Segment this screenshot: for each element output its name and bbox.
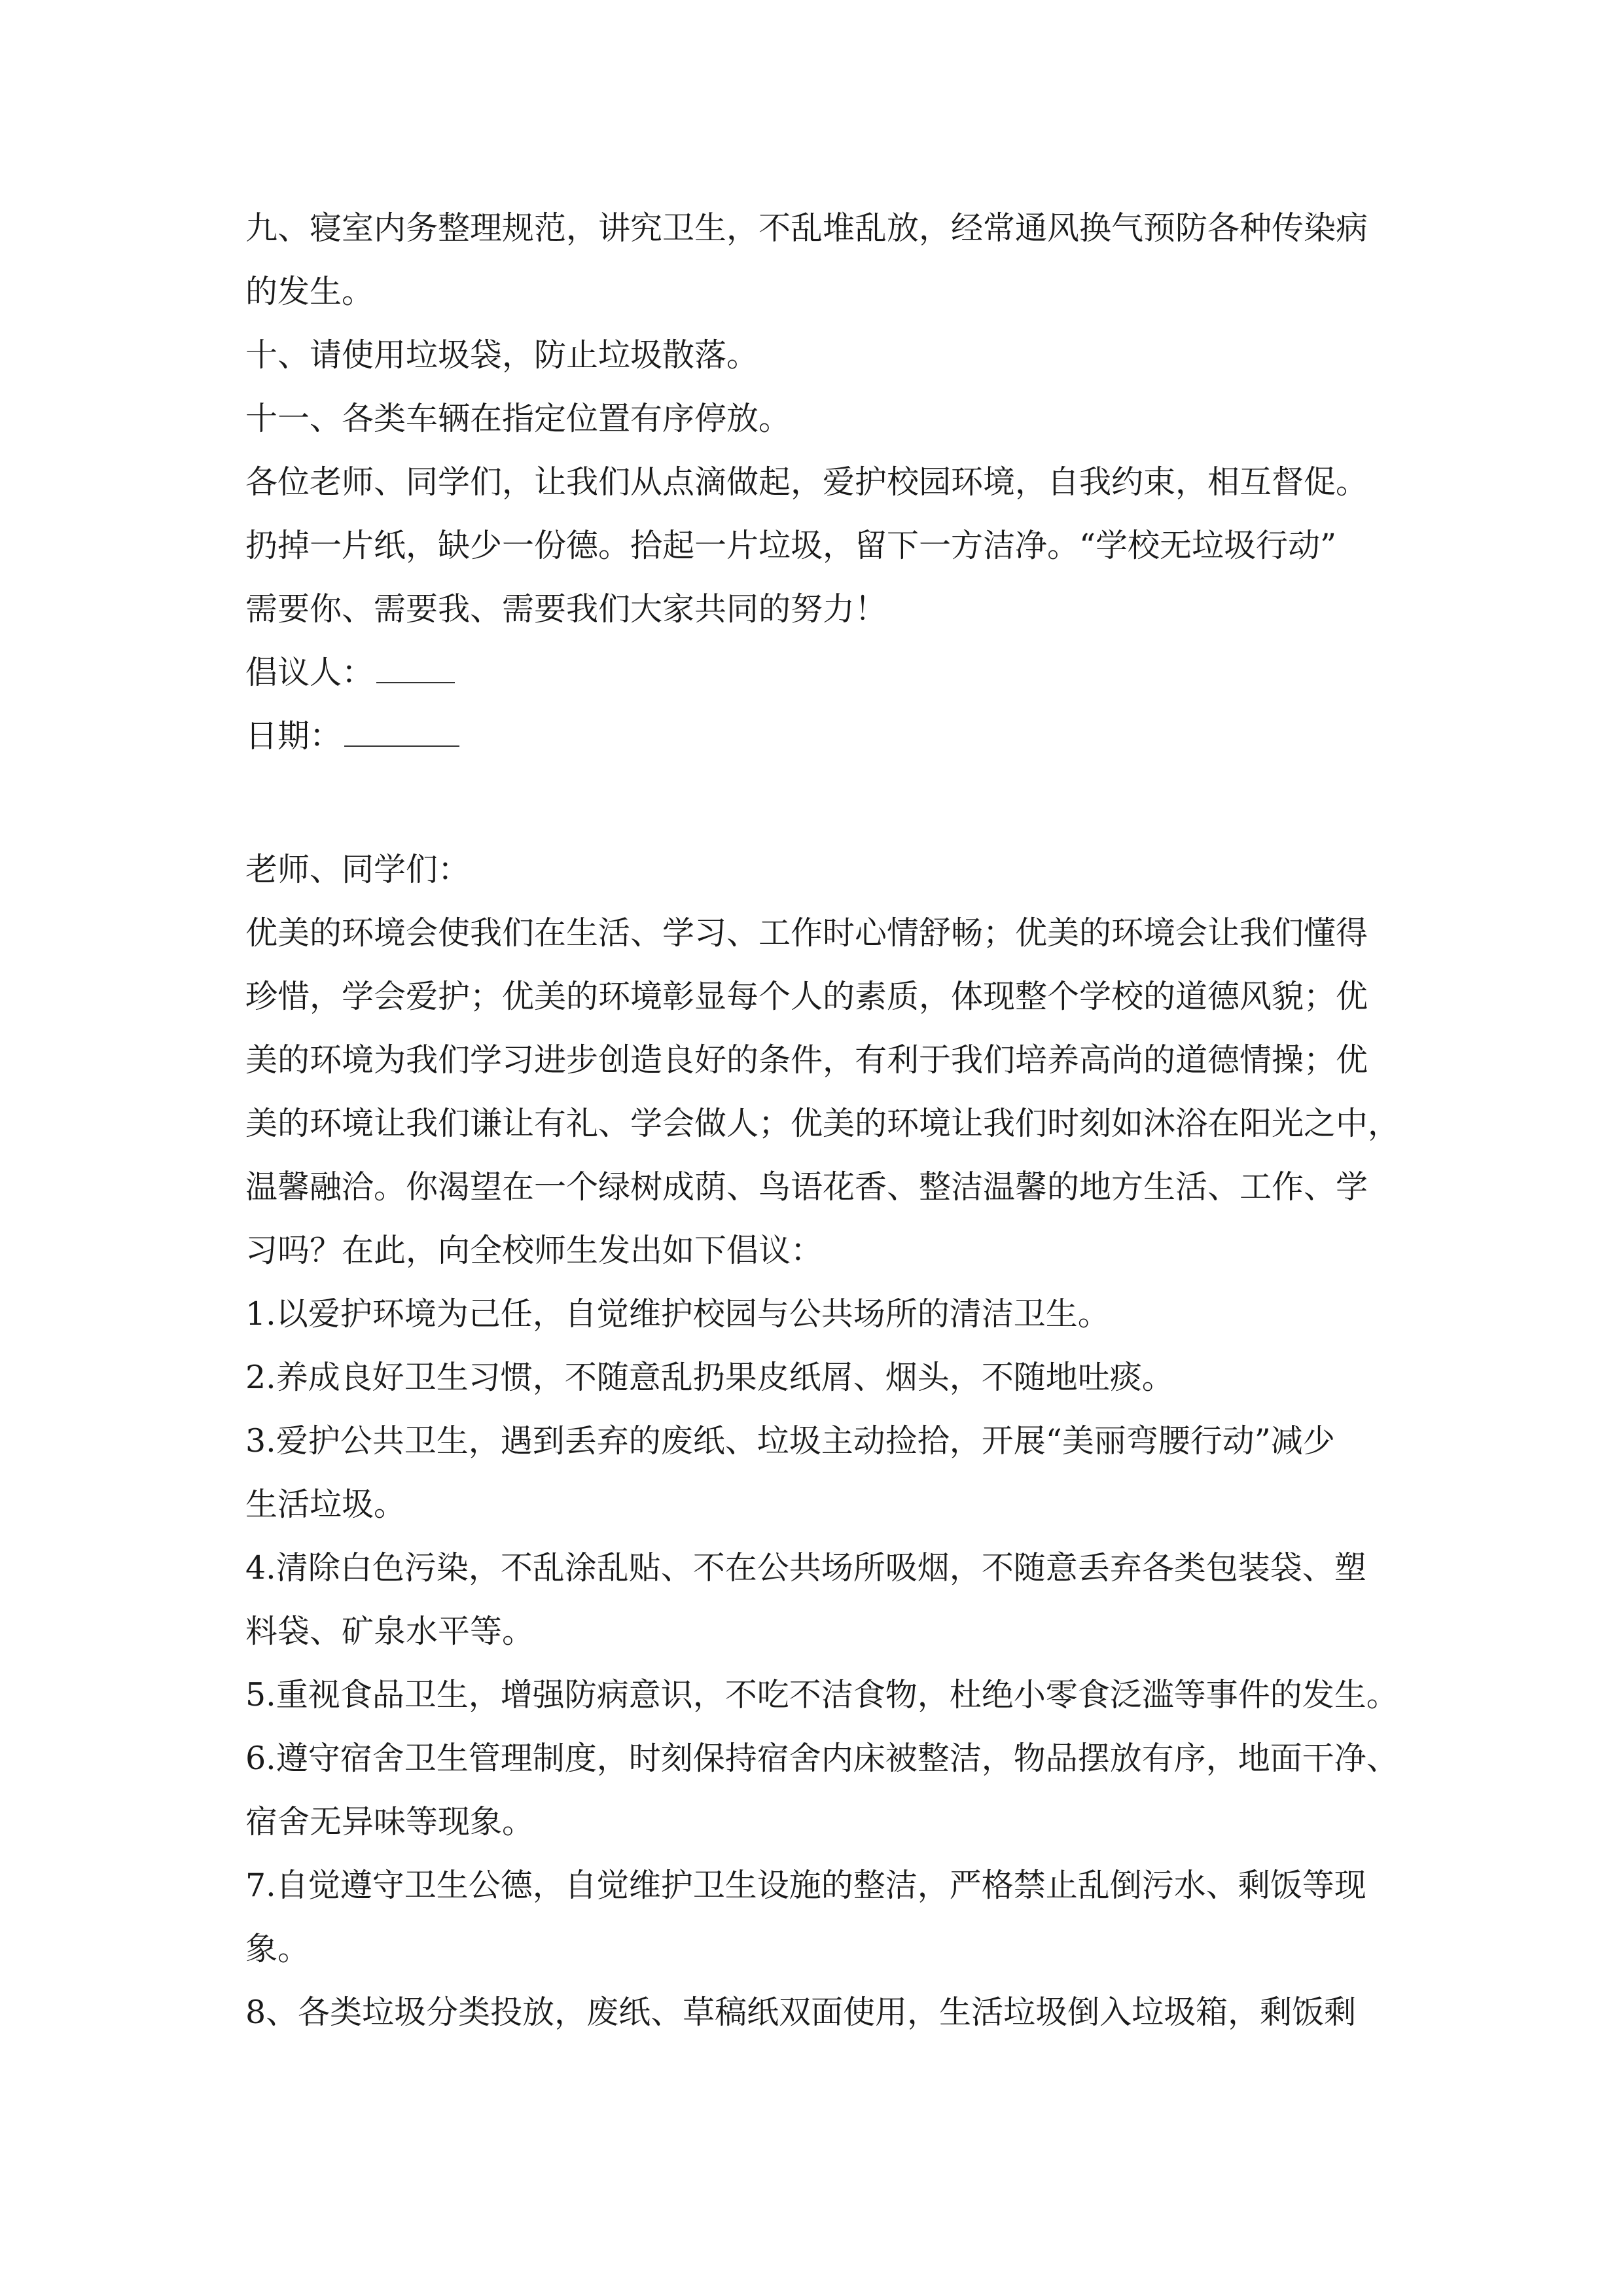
list-item: 3.爱护公共卫生，遇到丢弃的废纸、垃圾主动捡拾，开展“美丽弯腰行动”减少 [245, 1422, 1335, 1460]
paragraph-line: 美的环境让我们谦让有礼、学会做人；优美的环境让我们时刻如沐浴在阳光之中， [245, 1105, 1400, 1142]
paragraph-line: 优美的环境会使我们在生活、学习、工作时心情舒畅；优美的环境会让我们懂得 [245, 914, 1368, 952]
list-item: 2.养成良好卫生习惯，不随意乱扔果皮纸屑、烟头，不随地吐痰。 [245, 1359, 1174, 1396]
salutation: 老师、同学们： [245, 851, 471, 888]
list-item: 宿舍无异味等现象。 [245, 1803, 535, 1840]
paragraph-line: 九、寝室内务整理规范，讲究卫生，不乱堆乱放，经常通风换气预防各种传染病 [245, 209, 1368, 247]
paragraph-line: 美的环境为我们学习进步创造良好的条件，有利于我们培养高尚的道德情操；优 [245, 1041, 1368, 1079]
proposal-continuation [245, 196, 1397, 768]
list-item: 象。 [245, 1930, 310, 1967]
date-blank [344, 708, 459, 747]
paragraph-line: 十一、各类车辆在指定位置有序停放。 [245, 400, 791, 437]
list-item: 料袋、矿泉水平等。 [245, 1613, 535, 1650]
paragraph-line: 的发生。 [245, 273, 374, 310]
paragraph-line: 十、请使用垃圾袋，防止垃圾散落。 [245, 336, 759, 374]
list-item: 1.以爱护环境为己任，自觉维护校园与公共场所的清洁卫生。 [245, 1295, 1110, 1333]
proposer-line [245, 641, 1397, 704]
list-item: 4.清除白色污染，不乱涂乱贴、不在公共场所吸烟，不随意丢弃各类包装袋、塑 [245, 1549, 1366, 1587]
list-item: 8、各类垃圾分类投放，废纸、草稿纸双面使用，生活垃圾倒入垃圾箱，剩饭剩 [245, 1994, 1357, 2031]
list-item: 6.遵守宿舍卫生管理制度，时刻保持宿舍内床被整洁，物品摆放有序，地面干净、 [245, 1740, 1399, 1777]
proposal-second [245, 838, 1400, 2044]
paragraph-line: 各位老师、同学们，让我们从点滴做起，爱护校园环境，自我约束，相互督促。 [245, 463, 1368, 501]
proposer-label: 倡议人： [245, 654, 374, 691]
paragraph-line: 珍惜，学会爱护；优美的环境彰显每个人的素质，体现整个学校的道德风貌；优 [245, 978, 1368, 1015]
date-label: 日期： [245, 717, 342, 755]
paragraph-line: 需要你、需要我、需要我们大家共同的努力！ [245, 590, 887, 628]
date-line [245, 704, 1397, 768]
proposer-blank [376, 644, 455, 683]
list-item: 5.重视食品卫生，增强防病意识，不吃不洁食物，杜绝小零食泛滥等事件的发生。 [245, 1676, 1399, 1713]
list-item: 7.自觉遵守卫生公德，自觉维护卫生设施的整洁，严格禁止乱倒污水、剩饭等现 [245, 1867, 1366, 1904]
paragraph-line: 温馨融洽。你渴望在一个绿树成荫、鸟语花香、整洁温馨的地方生活、工作、学 [245, 1168, 1368, 1206]
list-item: 生活垃圾。 [245, 1486, 406, 1523]
paragraph-line: 扔掉一片纸，缺少一份德。拾起一片垃圾，留下一方洁净。“学校无垃圾行动” [245, 527, 1337, 564]
paragraph-line: 习吗？在此，向全校师生发出如下倡议： [245, 1232, 823, 1269]
